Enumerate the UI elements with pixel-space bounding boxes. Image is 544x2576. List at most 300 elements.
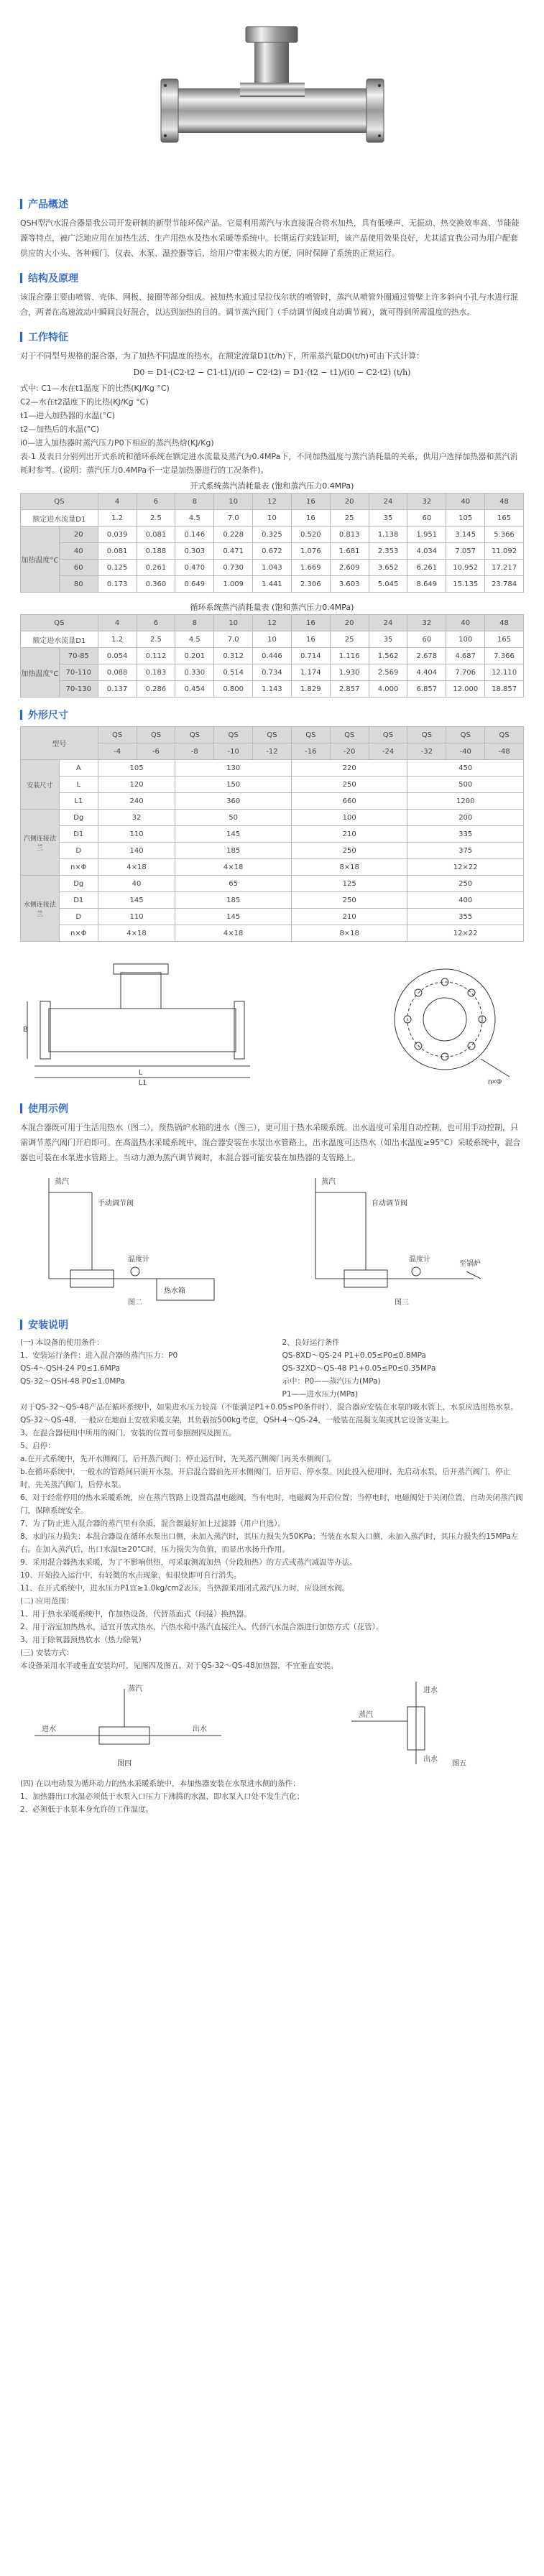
dim-cell: 185 — [175, 892, 292, 909]
install-heading: 安装说明 — [20, 1317, 524, 1332]
legend-line: 表-1 及表日分别列出开式系统和循环系统在额定进水流量及蒸汽为0.4MPa下，不同加热温度与蒸汽消耗量的关系，供用户选择加热器和蒸汽消耗时参考。(说明：蒸汽压力0.4MPa不一定是加热器进行的工况条件)。 — [20, 452, 518, 475]
fig3-valve-label: 自动调节阀 — [372, 1200, 407, 1208]
dims-section — [0, 708, 544, 1091]
model-cell: 24 — [369, 615, 407, 631]
dim-cell: 200 — [407, 810, 524, 826]
svg-text:L: L — [139, 1069, 143, 1077]
dim-cell: 4×18 — [98, 925, 175, 942]
dim-cell: 210 — [291, 826, 407, 843]
overview-heading: 产品概述 — [20, 197, 524, 211]
svg-text:B: B — [23, 1026, 28, 1034]
dim-cell: 360 — [175, 793, 292, 810]
legend-line: C2—水在t2温度下的比热(KJ/Kg °C) — [20, 397, 149, 407]
fig3-thermo-label: 温度计 — [409, 1256, 430, 1264]
usage-figures — [20, 1171, 524, 1307]
value-cell: 0.188 — [137, 543, 175, 560]
qs-cell: QS — [291, 727, 330, 743]
value-cell: 0.454 — [175, 681, 214, 698]
flow-cell: 165 — [485, 631, 524, 648]
key-cell: A — [59, 760, 98, 777]
qs-cell: QS — [214, 727, 253, 743]
dim-cell: 65 — [175, 876, 292, 892]
flow-cell: 60 — [407, 631, 446, 648]
num-cell: -24 — [369, 743, 407, 760]
model-cell: 24 — [369, 494, 407, 510]
value-cell: 0.325 — [253, 527, 292, 543]
value-cell: 1.076 — [291, 543, 330, 560]
dim-cell: 145 — [175, 826, 292, 843]
flow-cell: 60 — [407, 510, 446, 527]
value-cell: 0.173 — [98, 576, 137, 593]
install-line: QS-32～QS-48，一般应在地面上安放采暖支架，其负载按500kg考虑，QSH-4～QS-24，一般装在混凝支架或其它设备支架上。 — [20, 1416, 454, 1424]
model-cell: 8 — [175, 494, 214, 510]
value-cell: 3.652 — [369, 560, 407, 576]
install-line: (一) 本设备的使用条件： — [20, 1338, 104, 1347]
key-cell: D1 — [59, 826, 98, 843]
install-figures — [20, 1678, 524, 1771]
dim-cell: 250 — [291, 777, 407, 793]
value-cell: 1.009 — [214, 576, 253, 593]
value-cell: 1.681 — [330, 543, 369, 560]
install-line: 对于QS-32～QS-48产品在循环系统中，如果进水压力较高（不能满足P1+0.05≤P0条件时），混合器应安装在水泵的吸水管上，水泵应选用热水泵。 — [20, 1403, 518, 1412]
key-cell: Dg — [59, 810, 98, 826]
value-cell: 23.784 — [485, 576, 524, 593]
qs-header: QS — [21, 494, 98, 510]
apps-list — [20, 1608, 524, 1646]
dims-heading: 外形尺寸 — [20, 708, 524, 722]
value-cell: 8.649 — [407, 576, 446, 593]
qs-cell: QS — [175, 727, 214, 743]
fig3-steam-label: 蒸汽 — [321, 1178, 336, 1186]
install-line: 1、安装运行条件：进入混合器的蒸汽压力：P0 — [20, 1351, 178, 1360]
fig2-caption: 图二 — [128, 1299, 142, 1307]
legend-line: t1—进入加热器的水温(°C) — [20, 411, 116, 420]
num-cell: -40 — [446, 743, 485, 760]
flow-cell: 25 — [330, 510, 369, 527]
value-cell: 0.125 — [98, 560, 137, 576]
fig5-out-label: 出水 — [423, 1756, 438, 1764]
num-cell: -4 — [98, 743, 137, 760]
value-cell: 1.116 — [330, 648, 369, 664]
value-cell: 0.446 — [253, 648, 292, 664]
dim-cell: 185 — [175, 843, 292, 859]
value-cell: 0.672 — [253, 543, 292, 560]
fig2-thermo-label: 温度计 — [128, 1256, 149, 1264]
fig3-caption: 图三 — [395, 1299, 409, 1307]
dim-cell: 660 — [291, 793, 407, 810]
model-cell: 20 — [330, 494, 369, 510]
usage-text: 本混合器既可用于生活用热水（图二），预热锅炉水箱的进水（图三），更可用于热水采暖系统。出水温度可采用自动控制，也可用手动控制，只需调节蒸汽阀门开启即可。在高温热水采暖系统中，混合器安装在水泵出水管路上，出水温度可达热水（如出水温度≥95°C）采暖系统中，混合器也可装在水泵进水管路上。当动力源为蒸汽调节阀时，本混合器可能安装在加热器的支管路上。 — [20, 1123, 521, 1162]
install-line: 9、采用混合器热水采暖，为了不影响供热，可采取测流加热（分段加热）的方式或蒸汽减温等办法。 — [20, 1558, 357, 1567]
dim-cell: 105 — [98, 760, 175, 777]
flow-cell: 4.5 — [175, 631, 214, 648]
value-cell: 11.092 — [485, 543, 524, 560]
value-cell: 1.441 — [253, 576, 292, 593]
model-cell: 32 — [407, 615, 446, 631]
fig4-drawing — [20, 1678, 236, 1771]
temp-cell: 70-85 — [59, 648, 98, 664]
flow-cell: 35 — [369, 631, 407, 648]
features-intro: 对于不同型号规格的混合器，为了加热不同温度的热水，在额定流量D1(t/h)下，所需蒸汽量D0(t/h)可由下式计算： — [20, 351, 425, 361]
fig4-caption: 图四 — [117, 1760, 132, 1768]
model-cell: 10 — [214, 615, 253, 631]
principle-section — [0, 271, 544, 320]
dims-table — [20, 726, 524, 942]
value-cell: 2.857 — [330, 681, 369, 698]
flow-cell: 10 — [253, 631, 292, 648]
install-line: 6、对于经常停用的热水采暖系统，应在蒸汽管路上设置高温电磁阀，当有电时，电磁阀为开启位置；当停电时，电磁阀处于关闭位置，自动关闭蒸汽阀门，保障系统安全。 — [20, 1493, 523, 1515]
group-label: 水侧连接法兰 — [21, 876, 60, 942]
value-cell: 4.000 — [369, 681, 407, 698]
install-line: 1、用于热水采暖系统中，作加热设备，代替蒸面式（间接）换热器。 — [20, 1610, 252, 1618]
value-cell: 2.353 — [369, 543, 407, 560]
value-cell: 5.045 — [369, 576, 407, 593]
overview-text: QSH型汽水混合器是我公司开发研制的新型节能环保产品。它是利用蒸汽与水直接混合将水加热，具有低噪声、无振动、热交换效率高、节能能源等特点，被广泛地应用在加热生活、生产用热水及热水采暖等系统中。长期运行实践证明，该产品使用效果良好，尤其适宜我公司为用户配套供应的大小头、各种阀门、仪表、水泵、温控器等后，给用户带来极大的方便，同时保障了系统的正常运行。 — [20, 218, 520, 258]
dim-cell: 12×22 — [407, 859, 524, 876]
method-text: 本设备采用水平或垂直安装均可，见图四及图五。对于QS-32～QS-48加热器，不宜垂直安装。 — [20, 1662, 338, 1670]
key-cell: Dg — [59, 876, 98, 892]
dim-cell: 250 — [407, 876, 524, 892]
product-image — [0, 0, 544, 187]
dim-cell: 150 — [175, 777, 292, 793]
install-section — [0, 1317, 544, 1816]
key-cell: L — [59, 777, 98, 793]
model-cell: 12 — [253, 494, 292, 510]
model-cell: 6 — [137, 615, 175, 631]
value-cell: 1.669 — [291, 560, 330, 576]
dim-cell: 240 — [98, 793, 175, 810]
value-cell: 0.312 — [214, 648, 253, 664]
dim-cell: 140 — [98, 843, 175, 859]
dims-drawings — [20, 948, 524, 1091]
value-cell: 2.306 — [291, 576, 330, 593]
formula-legend — [20, 381, 524, 477]
legend-line: t2—加热后的水温(°C) — [20, 425, 100, 434]
flow-cell: 10 — [253, 510, 292, 527]
value-cell: 0.514 — [214, 664, 253, 681]
value-cell: 3.145 — [446, 527, 485, 543]
model-cell: 40 — [446, 494, 485, 510]
value-cell: 1.043 — [253, 560, 292, 576]
table2-title: 循环系统蒸汽消耗量表 (饱和蒸汽压力0.4MPa) — [190, 603, 354, 612]
value-cell: 0.286 — [137, 681, 175, 698]
install-line: a.在开式系统中，先开水侧阀门，后开蒸汽阀门；停止运行时，先关蒸汽侧阀门再关水侧阀门。 — [20, 1455, 337, 1463]
value-cell: 0.112 — [137, 648, 175, 664]
install-line: QS-32～QSH-48 P0≤1.0MPa — [20, 1377, 125, 1386]
dim-cell: 125 — [291, 876, 407, 892]
value-cell: 0.330 — [175, 664, 214, 681]
model-cell: 4 — [98, 615, 137, 631]
install-line: 1、加热器出口水温必须低于水泵入口压力下沸腾的水温，即水泵入口处不发生汽化； — [20, 1792, 305, 1801]
num-cell: -16 — [291, 743, 330, 760]
fig3-boiler-label: 至锅炉 — [459, 1260, 481, 1268]
steam-table-circulating — [20, 614, 524, 698]
value-cell: 12.000 — [446, 681, 485, 698]
value-cell: 0.039 — [98, 527, 137, 543]
flow-cell: 16 — [291, 510, 330, 527]
group-label: 汽侧连接法兰 — [21, 810, 60, 876]
model-cell: 48 — [485, 494, 524, 510]
side-label: 加热温度°C — [21, 648, 60, 698]
dim-cell: 250 — [291, 843, 407, 859]
value-cell: 0.303 — [175, 543, 214, 560]
dim-cell: 450 — [407, 760, 524, 777]
dim-cell: 40 — [98, 876, 175, 892]
flow-cell: 165 — [485, 510, 524, 527]
dim-cell: 110 — [98, 909, 175, 925]
install-line: 2、良好运行条件 — [282, 1338, 340, 1347]
qs-cell: QS — [253, 727, 292, 743]
fig2-tank-label: 热水箱 — [164, 1287, 185, 1295]
fig5-steam-label: 蒸汽 — [359, 1711, 373, 1719]
fig3-drawing — [287, 1171, 524, 1307]
qs-header: QS — [21, 615, 98, 631]
usage-section — [0, 1101, 544, 1307]
value-cell: 2.609 — [330, 560, 369, 576]
overview-section — [0, 197, 544, 261]
qs-cell: QS — [137, 727, 175, 743]
apps-title: (二) 应用范围： — [20, 1597, 74, 1606]
key-cell: L1 — [59, 793, 98, 810]
fig5-drawing — [308, 1678, 524, 1771]
value-cell: 4.034 — [407, 543, 446, 560]
flow-label: 额定进水流量D1 — [21, 631, 98, 648]
value-cell: 1.562 — [369, 648, 407, 664]
model-cell: 48 — [485, 615, 524, 631]
install-line: 3、在混合器使用中所用的阀门，安装的位置可参照图四及图五。 — [20, 1429, 236, 1437]
install-line: 示中：P0——蒸汽压力(MPa) — [282, 1377, 381, 1386]
key-cell: n×Φ — [59, 925, 98, 942]
value-cell: 17.217 — [485, 560, 524, 576]
temp-cell: 60 — [59, 560, 98, 576]
value-cell: 0.730 — [214, 560, 253, 576]
dim-cell: 4×18 — [98, 859, 175, 876]
value-cell: 0.800 — [214, 681, 253, 698]
install-conditions — [20, 1336, 524, 1401]
value-cell: 3.603 — [330, 576, 369, 593]
principle-heading: 结构及原理 — [20, 271, 524, 285]
dim-cell: 120 — [98, 777, 175, 793]
dim-cell: 220 — [291, 760, 407, 777]
num-cell: -20 — [330, 743, 369, 760]
value-cell: 0.649 — [175, 576, 214, 593]
value-cell: 0.470 — [175, 560, 214, 576]
value-cell: 7.366 — [485, 648, 524, 664]
model-label: 型号 — [21, 727, 98, 760]
dim-cell: 145 — [175, 909, 292, 925]
svg-text:L1: L1 — [139, 1079, 147, 1087]
dim-cell: 32 — [98, 810, 175, 826]
value-cell: 0.734 — [253, 664, 292, 681]
model-cell: 12 — [253, 615, 292, 631]
flow-cell: 4.5 — [175, 510, 214, 527]
flow-cell: 35 — [369, 510, 407, 527]
num-cell: -32 — [407, 743, 446, 760]
flow-label: 额定进水流量D1 — [21, 510, 98, 527]
temp-cell: 70-130 — [59, 681, 98, 698]
value-cell: 0.714 — [291, 648, 330, 664]
fig2-valve-label: 手动调节阀 — [98, 1200, 134, 1208]
qs-cell: QS — [98, 727, 137, 743]
flange-drawing — [380, 951, 524, 1088]
qs-cell: QS — [369, 727, 407, 743]
cond-title: (四) 在以电动泵为循环动力的热水采暖系统中，本加热器安装在水泵进水侧的条件： — [20, 1779, 300, 1788]
features-section — [0, 330, 544, 698]
install-paragraphs — [20, 1401, 524, 1595]
model-cell: 40 — [446, 615, 485, 631]
legend-line: 式中: C1—水在t1温度下的比热(KJ/Kg °C) — [20, 384, 170, 393]
value-cell: 15.135 — [446, 576, 485, 593]
install-line: 2、必须低于水泵本身允许的工作温度。 — [20, 1805, 154, 1814]
svg-text:n×Φ: n×Φ — [488, 1078, 502, 1086]
value-cell: 1.930 — [330, 664, 369, 681]
value-cell: 6.857 — [407, 681, 446, 698]
value-cell: 1.174 — [291, 664, 330, 681]
qs-cell: QS — [330, 727, 369, 743]
value-cell: 2.678 — [407, 648, 446, 664]
install-line: QS-32XD～QS-48 P1+0.05≤P0≤0.35MPa — [282, 1364, 436, 1373]
install-conditions-right — [282, 1336, 524, 1401]
flow-cell: 16 — [291, 631, 330, 648]
fig2-steam-label: 蒸汽 — [55, 1178, 69, 1186]
flow-cell: 7.0 — [214, 510, 253, 527]
value-cell: 1.143 — [253, 681, 292, 698]
side-label: 加热温度°C — [21, 527, 60, 593]
value-cell: 0.137 — [98, 681, 137, 698]
value-cell: 0.081 — [98, 543, 137, 560]
num-cell: -8 — [175, 743, 214, 760]
temp-cell: 80 — [59, 576, 98, 593]
temp-cell: 70-110 — [59, 664, 98, 681]
dim-cell: 4×18 — [175, 925, 292, 942]
dim-cell: 210 — [291, 909, 407, 925]
dim-cell: 8×18 — [291, 859, 407, 876]
model-cell: 16 — [291, 615, 330, 631]
install-line: QS-4～QSH-24 P0≤1.6MPa — [20, 1364, 121, 1373]
num-cell: -12 — [253, 743, 292, 760]
value-cell: 0.228 — [214, 527, 253, 543]
value-cell: 10.952 — [446, 560, 485, 576]
install-line: 8、水的压力损失：本混合器设在循环水泵出口侧，未加入蒸汽时，其压力损失为50KPa；当装在水泵入口侧，未加入蒸汽时，其压力损失约15MPa左右。在加入蒸汽后，出口水温t≥20°C时，压力损失为负值，而显出水扬升作用。 — [20, 1532, 519, 1554]
fig4-steam-label: 蒸汽 — [128, 1685, 142, 1693]
flow-cell: 105 — [446, 510, 485, 527]
value-cell: 0.146 — [175, 527, 214, 543]
num-cell: -6 — [137, 743, 175, 760]
key-cell: n×Φ — [59, 859, 98, 876]
fig2-drawing — [20, 1171, 257, 1307]
flow-cell: 2.5 — [137, 631, 175, 648]
value-cell: 0.520 — [291, 527, 330, 543]
model-cell: 20 — [330, 615, 369, 631]
value-cell: 0.183 — [137, 664, 175, 681]
value-cell: 0.054 — [98, 648, 137, 664]
install-line: 11、在开式系统中，进水压力P1宜≥1.0kg/cm2表压，当热源采用闭式蒸汽压力时，应设回水阀。 — [20, 1584, 350, 1593]
fig5-caption: 图五 — [452, 1760, 466, 1768]
value-cell: 0.813 — [330, 527, 369, 543]
group-label: 安装尺寸 — [21, 760, 60, 810]
fig5-in-label: 进水 — [423, 1687, 438, 1695]
method-title: (三) 安装方式： — [20, 1649, 74, 1657]
model-cell: 32 — [407, 494, 446, 510]
value-cell: 18.857 — [485, 681, 524, 698]
dim-cell: 250 — [291, 892, 407, 909]
formula-text: D0 = D1·(C2·t2 − C1·t1)/(i0 − C2·t2) = D1·(t2 − t1)/(i0 − C2·t2) (t/h) — [133, 368, 411, 377]
usage-heading: 使用示例 — [20, 1101, 524, 1116]
qs-cell: QS — [485, 727, 524, 743]
fig4-in-label: 进水 — [42, 1725, 56, 1733]
dim-cell: 400 — [407, 892, 524, 909]
dim-cell: 100 — [291, 810, 407, 826]
value-cell: 1.138 — [369, 527, 407, 543]
key-cell: D1 — [59, 892, 98, 909]
table1-title: 开式系统蒸汽消耗量表 (饱和蒸汽压力0.4MPa) — [190, 481, 354, 491]
value-cell: 6.261 — [407, 560, 446, 576]
flow-cell: 7.0 — [214, 631, 253, 648]
model-cell: 4 — [98, 494, 137, 510]
dim-cell: 12×22 — [407, 925, 524, 942]
flow-cell: 100 — [446, 631, 485, 648]
dim-cell: 355 — [407, 909, 524, 925]
legend-line: i0—进入加热器时蒸汽压力P0下相应的蒸汽热焓(KJ/Kg) — [20, 438, 214, 448]
install-line: 7、为了防止进入混合器的蒸汽里有杂质，混合器最好加上过滤器（用户自选）。 — [20, 1519, 285, 1528]
side-view-drawing — [20, 951, 264, 1088]
dim-cell: 500 — [407, 777, 524, 793]
value-cell: 0.360 — [137, 576, 175, 593]
value-cell: 1.829 — [291, 681, 330, 698]
dim-cell: 8×18 — [291, 925, 407, 942]
dim-cell: 145 — [98, 892, 175, 909]
install-line: 5、启停： — [20, 1442, 55, 1450]
steam-table-open — [20, 493, 524, 593]
dim-cell: 130 — [175, 760, 292, 777]
install-line: P1——进水压力(MPa) — [282, 1390, 359, 1399]
formula — [20, 368, 524, 377]
install-line: 2、用于浴室加热热水，适宜开放式热水，汽热水箱中蒸汽直接注入，代替汽水混合器进行加热方式（花管）。 — [20, 1623, 384, 1631]
model-cell: 8 — [175, 615, 214, 631]
model-cell: 16 — [291, 494, 330, 510]
value-cell: 0.471 — [214, 543, 253, 560]
num-cell: -10 — [214, 743, 253, 760]
dim-cell: 1200 — [407, 793, 524, 810]
fig4-out-label: 出水 — [193, 1725, 207, 1733]
flow-cell: 1.2 — [98, 631, 137, 648]
key-cell: D — [59, 843, 98, 859]
value-cell: 0.201 — [175, 648, 214, 664]
value-cell: 7.057 — [446, 543, 485, 560]
value-cell: 7.706 — [446, 664, 485, 681]
value-cell: 2.569 — [369, 664, 407, 681]
num-cell: -48 — [485, 743, 524, 760]
key-cell: D — [59, 909, 98, 925]
flow-cell: 1.2 — [98, 510, 137, 527]
dim-cell: 335 — [407, 826, 524, 843]
dim-cell: 4×18 — [175, 859, 292, 876]
temp-cell: 40 — [59, 543, 98, 560]
qs-cell: QS — [446, 727, 485, 743]
value-cell: 12.110 — [485, 664, 524, 681]
dim-cell: 375 — [407, 843, 524, 859]
model-cell: 6 — [137, 494, 175, 510]
flow-cell: 2.5 — [137, 510, 175, 527]
flow-cell: 25 — [330, 631, 369, 648]
features-heading: 工作特征 — [20, 330, 524, 344]
dim-cell: 50 — [175, 810, 292, 826]
install-line: QS-8XD～QS-24 P1+0.05≤P0≤0.8MPa — [282, 1351, 426, 1360]
value-cell: 0.081 — [137, 527, 175, 543]
value-cell: 5.366 — [485, 527, 524, 543]
model-cell: 10 — [214, 494, 253, 510]
value-cell: 0.261 — [137, 560, 175, 576]
